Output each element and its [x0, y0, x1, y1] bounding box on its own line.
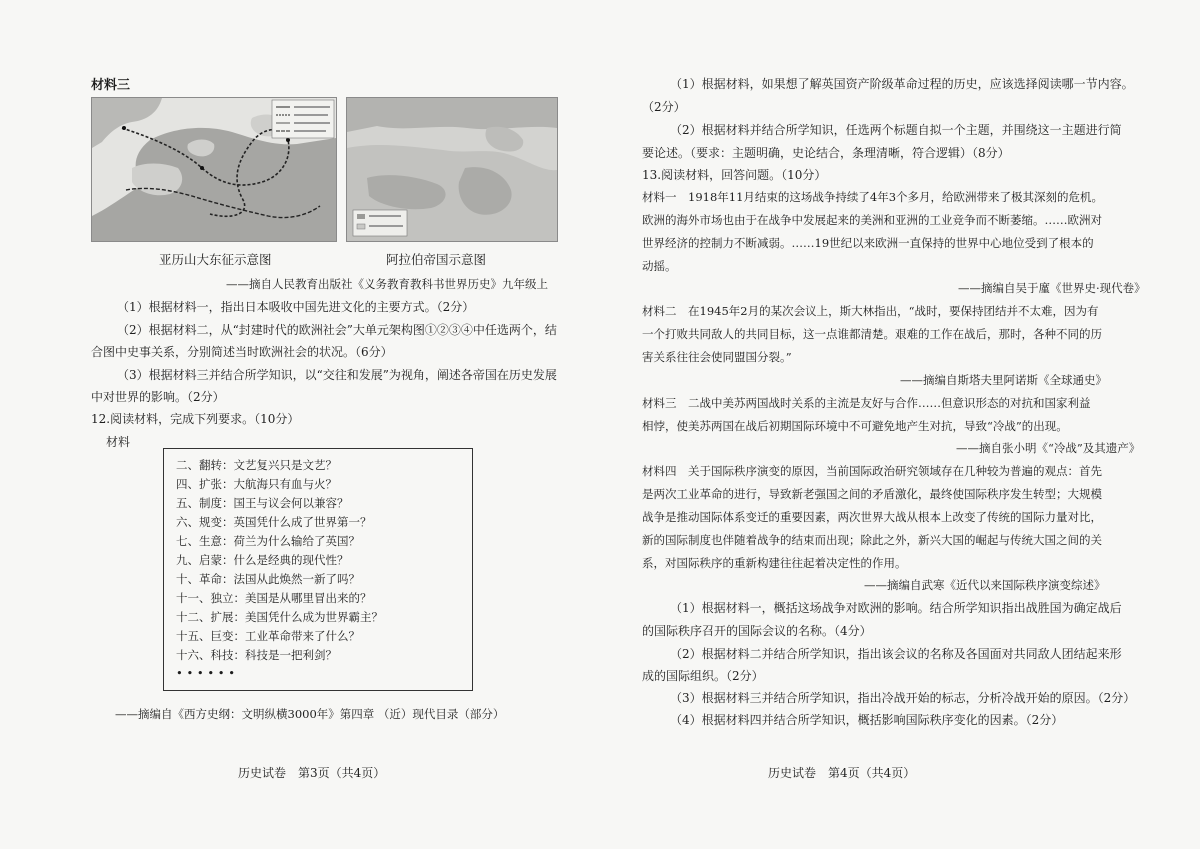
- material4-line1: 材料四 关于国际秩序演变的原因，当前国际政治研究领域存在几种较为普遍的观点：首先: [642, 464, 1102, 478]
- toc-item: 四、扩张：大航海只有血与火？: [176, 477, 337, 491]
- question-11-3-line1: （3）根据材料三并结合所学知识，以“交往和发展”为视角，阐述各帝国在历史发展: [117, 368, 557, 382]
- question-13-1-line2: 的国际秩序召开的国际会议的名称。（4分）: [642, 624, 872, 638]
- question-13-2-line1: （2）根据材料二并结合所学知识，指出该会议的名称及各国面对共同敌人团结起来形: [670, 647, 1122, 661]
- toc-ellipsis: • • • • • •: [176, 666, 235, 680]
- toc-item: 六、规变：英国凭什么成了世界第一？: [176, 515, 372, 529]
- question-11-3-line2: 中对世界的影响。（2分）: [91, 390, 225, 404]
- material2-line3: 害关系往往会使同盟国分裂。”: [642, 350, 792, 364]
- question-13-heading: 13.阅读材料，回答问题。（10分）: [642, 168, 827, 182]
- material4-source: ——摘编自武寒《近代以来国际秩序演变综述》: [864, 578, 1106, 592]
- material1-line1: 材料一 1918年11月结束的这场战争持续了4年3个多月，给欧洲带来了极其深刻的危机。: [642, 190, 1104, 204]
- question-13-1-line1: （1）根据材料一，概括这场战争对欧洲的影响。结合所学知识指出战胜国为确定战后: [670, 601, 1122, 615]
- toc-item: 十六、科技：科技是一把利剑？: [176, 648, 337, 662]
- material1-source: ——摘编自吴于廑《世界史·现代卷》: [958, 281, 1146, 295]
- material4-line4: 新的国际制度也伴随着战争的结束而出现；除此之外，新兴大国的崛起与传统大国之间的关: [642, 533, 1102, 547]
- material4-line3: 战争是推动国际体系变迁的重要因素，两次世界大战从根本上改变了传统的国际力量对比，: [642, 510, 1102, 524]
- page-footer-4: 历史试卷 第4页（共4页）: [768, 766, 916, 780]
- arab-empire-map-image: [347, 98, 557, 241]
- material4-line5: 系，对国际秩序的重新构建往往起着决定性的作用。: [642, 556, 907, 570]
- map-source: ——摘自人民教育出版社《义务教育教科书世界历史》九年级上: [226, 277, 548, 291]
- question-12-2-line2: 要论述。（要求：主题明确，史论结合，条理清晰，符合逻辑）（8分）: [642, 146, 1010, 160]
- alexander-campaign-map: [91, 97, 337, 242]
- question-12-2-line1: （2）根据材料并结合所学知识，任选两个标题自拟一个主题，并围绕这一主题进行简: [670, 123, 1122, 137]
- material1-line2: 欧洲的海外市场也由于在战争中发展起来的美洲和亚洲的工业竞争而不断萎缩。……欧洲对: [642, 213, 1102, 227]
- material2-line1: 材料二 在1945年2月的某次会议上，斯大林指出，“战时，要保持团结并不太难，因为有: [642, 304, 1099, 318]
- table-of-contents-box: [163, 448, 473, 691]
- map2-caption: 阿拉伯帝国示意图: [386, 252, 487, 267]
- toc-item: 十、革命：法国从此焕然一新了吗？: [176, 572, 360, 586]
- material-label: 材料: [106, 435, 131, 449]
- material4-line2: 是两次工业革命的进行，导致新老强国之间的矛盾激化，最终使国际秩序发生转型；大规模: [642, 487, 1102, 501]
- material2-line2: 一个打败共同敌人的共同目标，这一点谁都清楚。艰难的工作在战后，那时，各种不同的历: [642, 327, 1102, 341]
- toc-item: 二、翻转：文艺复兴只是文艺？: [176, 458, 337, 472]
- toc-item: 五、制度：国王与议会何以兼容？: [176, 496, 349, 510]
- toc-item: 十五、巨变：工业革命带来了什么？: [176, 629, 360, 643]
- question-12-1-line2: （2分）: [642, 100, 686, 114]
- question-11-2-line1: （2）根据材料二，从“封建时代的欧洲社会”大单元架构图①②③④中任选两个，结: [117, 323, 557, 337]
- question-11-2-line2: 合图中史事关系，分别简述当时欧洲社会的状况。（6分）: [91, 345, 393, 359]
- question-13-3: （3）根据材料三并结合所学知识，指出冷战开始的标志，分析冷战开始的原因。（2分）: [670, 691, 1136, 705]
- toc-item: 十一、独立：美国是从哪里冒出来的？: [176, 591, 372, 605]
- material3-source: ——摘自张小明《“冷战”及其遗产》: [956, 441, 1141, 455]
- question-11-1: （1）根据材料一，指出日本吸收中国先进文化的主要方式。（2分）: [117, 300, 475, 314]
- question-13-4: （4）根据材料四并结合所学知识，概括影响国际秩序变化的因素。（2分）: [670, 713, 1064, 727]
- page-footer-3: 历史试卷 第3页（共4页）: [238, 766, 386, 780]
- question-12-1-line1: （1）根据材料，如果想了解英国资产阶级革命过程的历史，应该选择阅读哪一节内容。: [670, 77, 1134, 91]
- material-three-label: 材料三: [91, 78, 131, 93]
- material3-line1: 材料三 二战中美苏两国战时关系的主流是友好与合作……但意识形态的对抗和国家利益: [642, 396, 1091, 410]
- map1-caption: 亚历山大东征示意图: [159, 252, 272, 267]
- toc-item: 九、启蒙：什么是经典的现代性？: [176, 553, 349, 567]
- material1-line4: 动摇。: [642, 259, 677, 273]
- question-13-2-line2: 成的国际组织。（2分）: [642, 669, 764, 683]
- material1-line3: 世界经济的控制力不断减弱。……19世纪以来欧洲一直保持的世界中心地位受到了根本的: [642, 236, 1094, 250]
- material3-line2: 相悖，使美苏两国在战后初期国际环境中不可避免地产生对抗，导致“冷战”的出现。: [642, 419, 1068, 433]
- question-12-heading: 12.阅读材料，完成下列要求。（10分）: [91, 412, 300, 426]
- toc-source: ——摘编自《西方史纲：文明纵横3000年》第四章 （近）现代目录（部分）: [115, 707, 505, 721]
- right-page: [600, 0, 1200, 849]
- arab-empire-map: [346, 97, 558, 242]
- alexander-map-image: [92, 98, 336, 241]
- toc-item: 十二、扩展：美国凭什么成为世界霸主？: [176, 610, 383, 624]
- toc-item: 七、生意：荷兰为什么输给了英国？: [176, 534, 360, 548]
- material2-source: ——摘编自斯塔夫里阿诺斯《全球通史》: [900, 373, 1107, 387]
